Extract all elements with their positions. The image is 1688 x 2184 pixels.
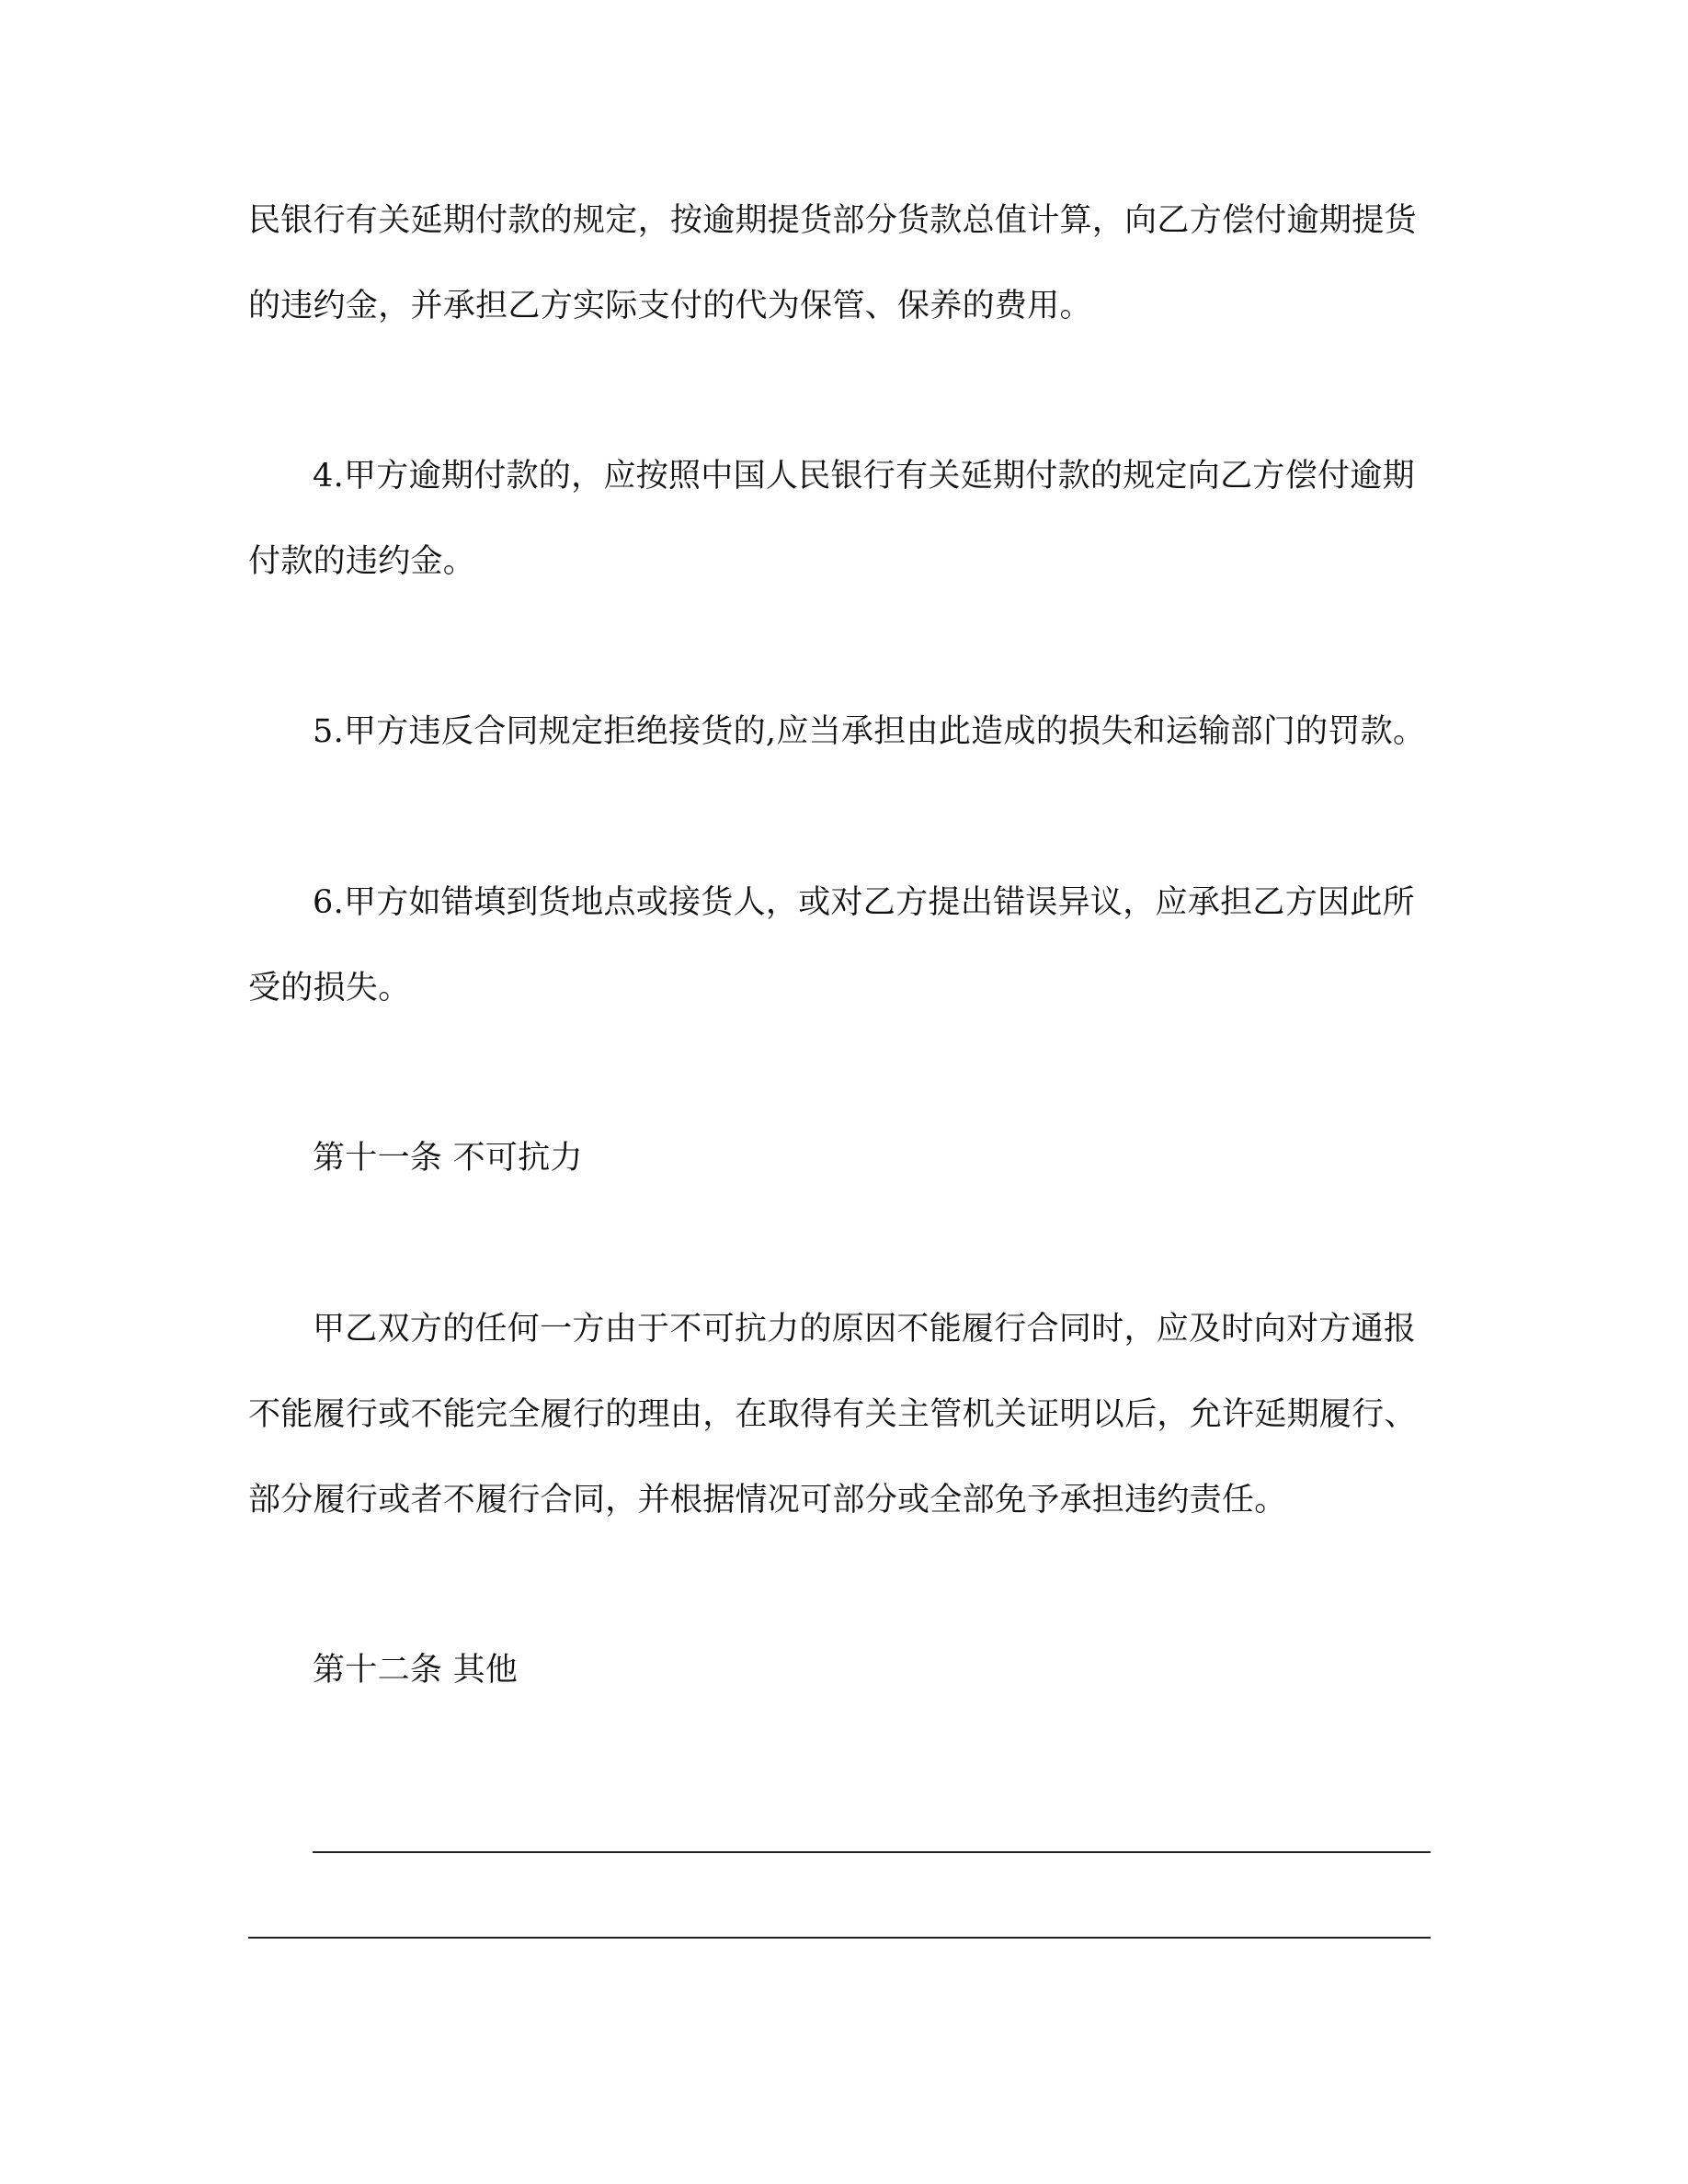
article-11-body-line: 甲乙双方的任何一方由于不可抗力的原因不能履行合同时，应及时向对方通报: [313, 1311, 1417, 1348]
clause-4-line: 4.甲方逾期付款的，应按照中国人民银行有关延期付款的规定向乙方偿付逾期: [313, 458, 1415, 495]
paragraph-line: 民银行有关延期付款的规定，按逾期提货部分货款总值计算，向乙方偿付逾期提货: [248, 202, 1417, 239]
paragraph-line: 部分履行或者不履行合同，并根据情况可部分或全部免予承担违约责任。: [248, 1482, 1287, 1519]
paragraph-line: 付款的违约金。: [248, 543, 476, 580]
paragraph-line: 受的损失。: [248, 970, 411, 1007]
article-11-heading: 第十一条 不可抗力: [313, 1140, 583, 1177]
blank-fill-line: [313, 1851, 1431, 1853]
paragraph-line: 不能履行或不能完全履行的理由，在取得有关主管机关证明以后，允许延期履行、: [248, 1396, 1417, 1433]
article-12-heading: 第十二条 其他: [313, 1652, 519, 1689]
paragraph-line: 的违约金，并承担乙方实际支付的代为保管、保养的费用。: [248, 288, 1092, 324]
clause-6-line: 6.甲方如错填到货地点或接货人，或对乙方提出错误异议，应承担乙方因此所: [313, 884, 1415, 921]
blank-fill-line: [248, 1937, 1431, 1939]
clause-5-line: 5.甲方违反合同规定拒绝接货的,应当承担由此造成的损失和运输部门的罚款。: [313, 713, 1426, 750]
